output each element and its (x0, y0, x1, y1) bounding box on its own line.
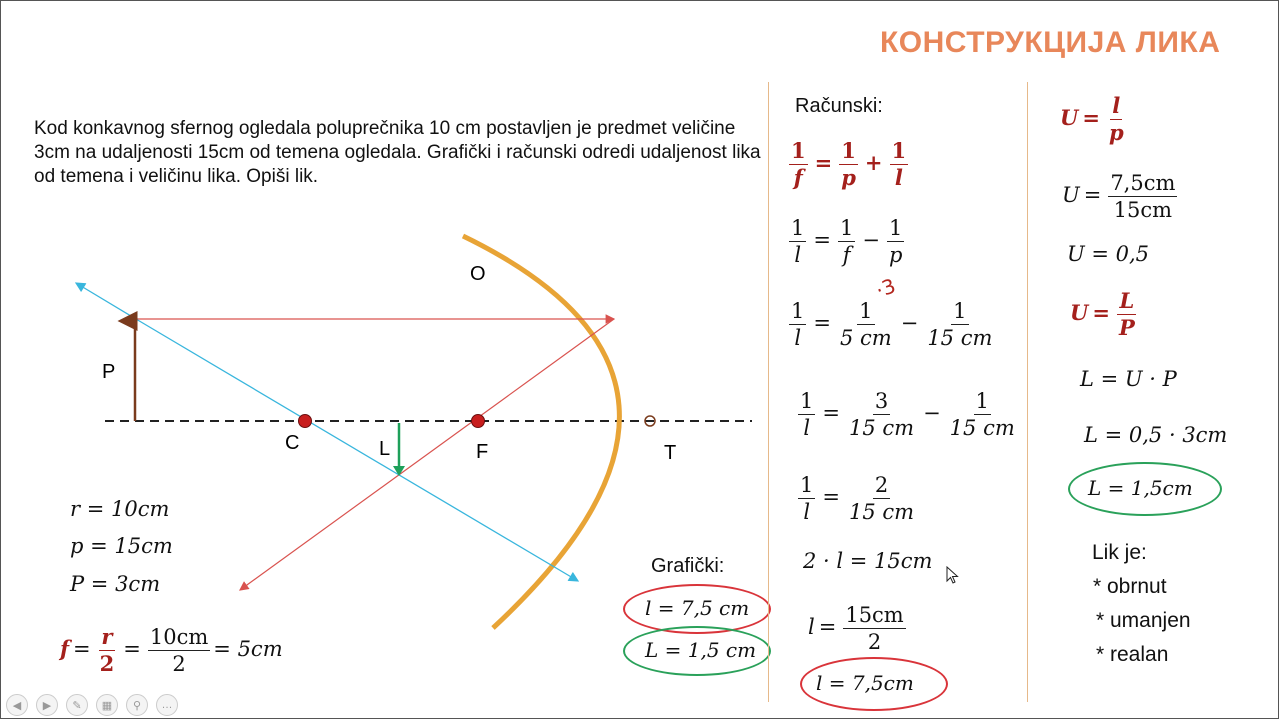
mag-U4-den: P (1118, 315, 1135, 340)
racunski-eq6: 2 · l = 15cm (803, 549, 933, 573)
eq4-frac-2 (948, 388, 1017, 441)
zoom-icon[interactable]: ⚲ (126, 694, 148, 716)
given-P: P = 3cm (70, 572, 161, 596)
ray-through-center-out (76, 283, 136, 319)
racunski-eq2: $\frac{1}{l}$ = $\frac{1}{f}$ − $\frac{1}{p}$ (791, 216, 903, 267)
eq2-den-f: f (842, 243, 851, 267)
eq2-den-p: p (888, 243, 903, 267)
page-title: КОНСТРУКЦИЈА ЛИКА (880, 26, 1221, 59)
racunski-eq3: $\frac{1}{l}$ = $\frac{1}{5 cm}$ − $\frac{1}{15 cm}$ (791, 299, 993, 350)
racunski-eq1: $\frac{1}{f}$ = $\frac{1}{p}$ + $\frac{1}{l}$ (791, 138, 907, 190)
mag-L3: L = 1,5cm (1088, 476, 1193, 500)
eq1-den-f: f (793, 165, 803, 190)
focal-den2: 2 (172, 652, 186, 676)
eq7-frac (843, 602, 905, 655)
eq4-den-1: 15 cm (848, 416, 915, 440)
mag-U1-frac (1107, 93, 1126, 146)
eq4-num-2: 1 (975, 389, 989, 413)
eq4-num-1: 3 (874, 389, 889, 413)
focus-point (472, 415, 485, 428)
graficki-label: Grafički: (651, 555, 725, 577)
mag-U2: U = $\frac{7,5cm}{15cm}$ (1062, 171, 1176, 222)
eq4-num-l: 1 (800, 389, 814, 413)
eq2-frac-f (838, 215, 855, 268)
eq3-den-l: l (794, 326, 802, 350)
focal-f: f (60, 636, 70, 661)
mag-U2-num: 7,5cm (1110, 171, 1176, 195)
label-F: F (476, 441, 489, 463)
label-P: P (102, 361, 116, 383)
mag-L1: L = U · P (1080, 367, 1177, 391)
ray-through-center (136, 319, 578, 581)
racunski-eq4: $\frac{1}{l}$ = $\frac{3}{15 cm}$ − $\frac{1}{15 cm}$ (800, 389, 1015, 440)
eq3-frac-1 (838, 298, 894, 351)
focal-den: 2 (99, 651, 115, 676)
label-T: T (664, 442, 677, 464)
eq5-num: 2 (874, 473, 889, 497)
description-item-3: * realan (1096, 643, 1169, 666)
eq1-frac-l (890, 138, 909, 191)
eq2-frac-p (887, 215, 904, 268)
eq1-num-p: 1 (841, 138, 856, 163)
eq2-num-f: 1 (839, 216, 854, 240)
handwritten-annotation: ·3 (872, 273, 899, 303)
description-item-1: * obrnut (1093, 575, 1167, 598)
mag-U1-U: U (1060, 105, 1079, 130)
racunski-eq7: l = $\frac{15cm}{2}$ (808, 603, 904, 654)
divider-2 (1027, 82, 1028, 702)
nav-prev-button[interactable]: ◀ (6, 694, 28, 716)
eq1-num-f: 1 (791, 138, 806, 163)
mag-U3: U = 0,5 (1067, 242, 1150, 266)
racunski-label: Računski: (795, 95, 883, 117)
mag-U1: U = $\frac{l}{p}$ (1060, 93, 1124, 145)
eq5-frac-l (798, 472, 815, 525)
focal-frac-r2 (98, 624, 117, 677)
eq4-den-l: l (803, 416, 811, 440)
eq7-l: l (808, 615, 815, 639)
mag-U2-U: U (1062, 183, 1080, 207)
eq3-num-2: 1 (953, 299, 967, 323)
label-O: O (470, 263, 486, 285)
eq7-den: 2 (867, 630, 882, 654)
mag-U1-num: l (1112, 93, 1121, 118)
eq1-num-l: 1 (891, 138, 907, 163)
eq1-den-l: l (894, 165, 903, 190)
eq2-frac-l (789, 215, 806, 268)
given-p: p = 15cm (70, 534, 173, 558)
eq5-den: 15 cm (848, 500, 915, 524)
graficki-L-result: L = 1,5 cm (645, 638, 757, 662)
mag-U1-den: p (1108, 120, 1124, 145)
eq5-den-l: l (803, 500, 811, 524)
eq3-den-1: 5 cm (839, 326, 892, 350)
eq3-den-2: 15 cm (927, 326, 993, 350)
label-C: C (285, 432, 300, 454)
eq5-num-l: 1 (800, 473, 814, 497)
divider-1 (768, 82, 769, 702)
racunski-result: l = 7,5cm (816, 671, 914, 695)
eq4-frac-l (798, 388, 815, 441)
eq4-frac-1 (847, 388, 916, 441)
eq5-frac (847, 472, 916, 525)
focal-num2: 10cm (149, 625, 209, 649)
eq1-frac-f (789, 138, 808, 191)
focal-frac-10 (148, 624, 210, 677)
nav-next-button[interactable]: ▶ (36, 694, 58, 716)
mag-U4-frac (1117, 288, 1137, 341)
mouse-cursor-icon (946, 566, 960, 584)
pen-tool-icon[interactable]: ✎ (66, 694, 88, 716)
concave-mirror (463, 236, 619, 628)
eq1-frac-p (839, 138, 858, 191)
mag-U4: U = $\frac{L}{P}$ (1070, 288, 1135, 340)
eq7-num: 15cm (845, 603, 904, 627)
ray-reflected (240, 319, 614, 590)
mag-U4-num: L (1119, 288, 1135, 313)
more-options-icon[interactable]: … (156, 694, 178, 716)
eq2-den-l: l (794, 243, 802, 267)
slides-grid-icon[interactable]: ▦ (96, 694, 118, 716)
eq3-frac-2 (925, 298, 994, 351)
center-point (299, 415, 312, 428)
mag-U2-den: 15cm (1113, 198, 1173, 222)
image-arrowhead (393, 466, 405, 476)
focal-result: = 5cm (213, 637, 283, 661)
mag-U4-U: U (1070, 300, 1089, 325)
problem-text: Kod konkavnog sfernog ogledala poluprečnika 10 cm postavljen je predmet veličine 3cm na udaljenosti 15cm od temena ogledala. Grafički i računski odredi udaljenost lika od temena i veličinu lika. Opiši lik. (34, 118, 761, 187)
graficki-l-result: l = 7,5 cm (645, 596, 750, 620)
focal-num: r (101, 624, 113, 649)
eq2-num-l: 1 (791, 216, 805, 240)
eq3-frac-l (789, 298, 806, 351)
description-item-2: * umanjen (1096, 609, 1191, 632)
mag-U2-frac (1108, 170, 1177, 223)
label-L: L (379, 438, 391, 460)
mag-L2: L = 0,5 · 3cm (1084, 423, 1228, 447)
racunski-eq5: $\frac{1}{l}$ = $\frac{2}{15 cm}$ (800, 473, 915, 524)
eq4-den-2: 15 cm (949, 416, 1015, 440)
eq2-num-p: 1 (889, 216, 903, 240)
description-heading: Lik je: (1092, 541, 1147, 564)
focal-formula: f = $\frac{r}{2}$ = $\frac{10cm}{2}$ = 5cm (60, 624, 283, 676)
eq3-num-l: 1 (791, 299, 805, 323)
eq3-num-1: 1 (859, 299, 873, 323)
given-r: r = 10cm (70, 497, 170, 521)
eq1-den-p: p (841, 165, 856, 190)
